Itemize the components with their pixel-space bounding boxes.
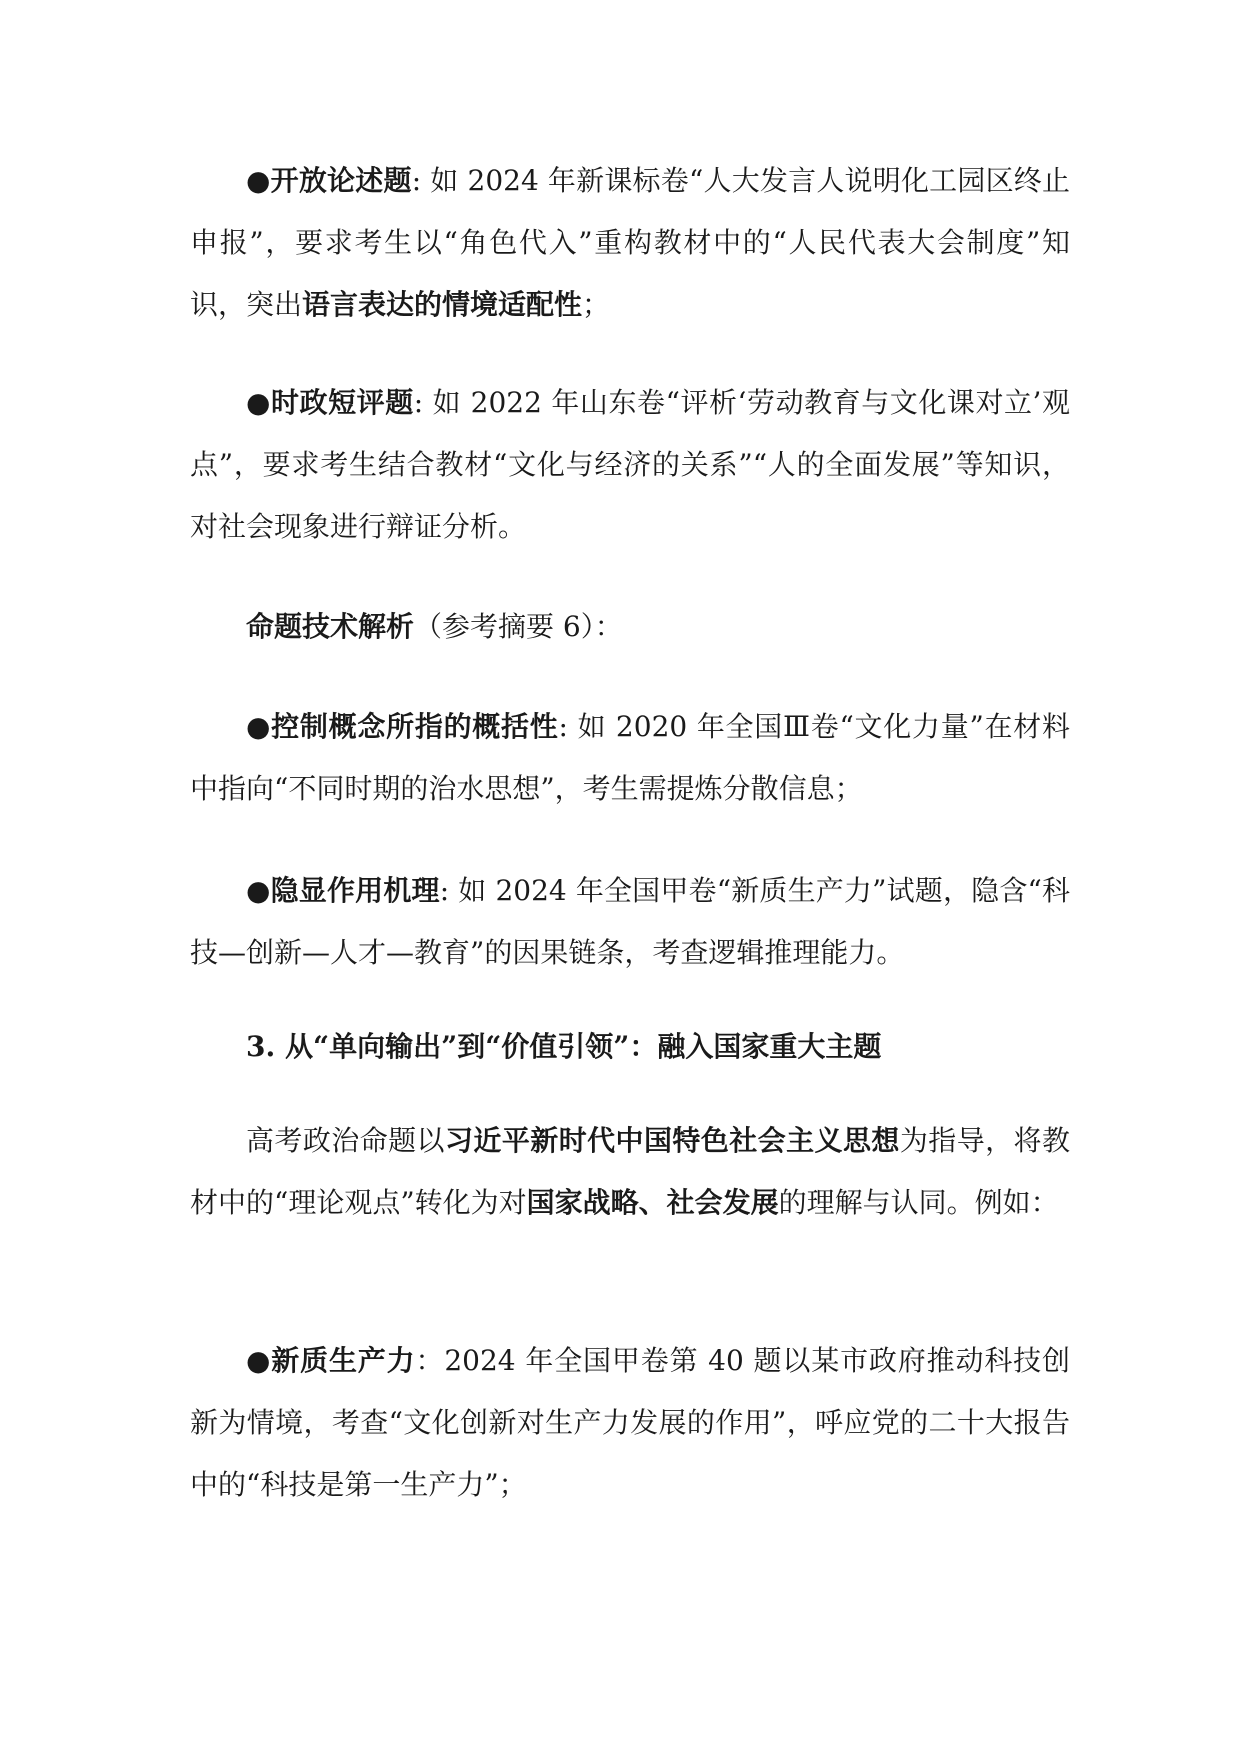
paragraph-open-essay [190, 150, 1070, 336]
emphasis-text: 国家战略、社会发展 [526, 1186, 779, 1219]
section-heading: 3. 从“单向输出”到“价值引领”：融入国家重大主题 [246, 1030, 882, 1063]
bullet-title-current-affairs: ●时政短评题 [246, 386, 414, 419]
paragraph-text: ：2024 年全国甲卷第 40 题以某市政府推动科技创新为情境，考查“文化创新对生产力发展的作用”，呼应党的二十大报告中的“科技是第一生产力”； [190, 1344, 1071, 1501]
paragraph-text: ； [582, 288, 611, 321]
paragraph-current-affairs [190, 372, 1070, 558]
emphasis-text: 语言表达的情境适配性 [302, 288, 583, 321]
paragraph-value-guidance [190, 1110, 1070, 1234]
bullet-title-new-productivity: ●新质生产力 [246, 1344, 416, 1377]
paragraph-concept-control [190, 696, 1070, 820]
emphasis-text: 习近平新时代中国特色社会主义思想 [445, 1124, 900, 1157]
paragraph-text: 为指导，将教材中的“理论观点”转化为对 [190, 1124, 1070, 1219]
paragraph-text: : 如 2024 年新课标卷“人大发言人说明化工园区终止申报”，要求考生以“角色代入”重构教材中的“人民代表大会制度”知识，突出 [190, 164, 1070, 321]
subheading-technique: 命题技术解析 [246, 610, 415, 643]
paragraph-text: : 如 2024 年全国甲卷“新质生产力”试题，隐含“科技—创新—人才—教育”的因果链条，考查逻辑推理能力。 [190, 874, 1071, 969]
paragraph-text: 高考政治命题以 [246, 1124, 445, 1157]
paragraph-text: 的理解与认同。例如： [778, 1186, 1059, 1219]
bullet-title-open-essay: ●开放论述题 [246, 164, 412, 197]
paragraph-new-productivity [190, 1330, 1070, 1516]
paragraph-text: （参考摘要 6）： [414, 610, 623, 643]
paragraph-mechanism [190, 860, 1070, 984]
bullet-title-concept-control: ●控制概念所指的概括性 [246, 710, 559, 743]
bullet-title-mechanism: ●隐显作用机理 [246, 874, 440, 907]
paragraph-text: : 如 2020 年全国Ⅲ卷“文化力量”在材料中指向“不同时期的治水思想”，考生需提炼分散信息； [190, 710, 1070, 805]
paragraph-text: : 如 2022 年山东卷“评析‘劳动教育与文化课对立’观点”，要求考生结合教材“文化与经济的关系”“人的全面发展”等知识，对社会现象进行辩证分析。 [190, 386, 1071, 543]
paragraph-technique-heading [190, 596, 1070, 658]
